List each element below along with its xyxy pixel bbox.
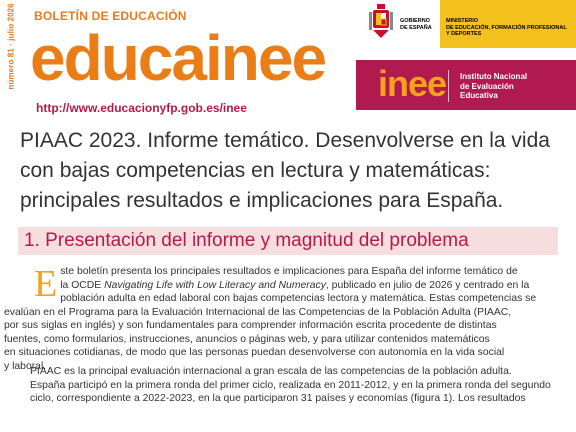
text-line: y laboral. (4, 360, 47, 372)
website-link[interactable]: http://www.educacionyfp.gob.es/inee (36, 101, 247, 115)
coat-of-arms-icon (368, 4, 394, 40)
section-title: 1. Presentación del informe y magnitud del problema (24, 230, 469, 251)
text-line: España participó en la primera ronda del primer ciclo, realizada en 2011-2012, y en la primera ronda del segundo (30, 379, 551, 391)
report-title: Navigating Life with Low Literacy and Numeracy (104, 279, 326, 291)
text-line: PIAAC es la principal evaluación internacional a gran escala de las competencias de la población adulta. (30, 366, 512, 377)
paragraph-2 (30, 365, 551, 406)
text-line: ciclo, correspondiente a 2022-2023, en la que participaron 31 países y economías (figura 1). Los resultados (30, 393, 526, 404)
gov-line: DE ESPAÑA (400, 24, 432, 31)
inee-logo-block (356, 60, 576, 110)
ministry-strip (440, 0, 576, 48)
text-line: en situaciones cotidianas, de modo que las personas puedan desenvolverse con autonomía en la vida social (4, 347, 505, 358)
inee-desc-line: de Evaluación (460, 81, 514, 91)
text-line (34, 279, 552, 293)
ministry-line: MINISTERIO (446, 18, 479, 24)
paragraph-1 (4, 263, 552, 373)
ministry-line: DE EDUCACIÓN, FORMACIÓN PROFESIONAL (446, 24, 567, 31)
inee-desc-line: Educativa (460, 91, 498, 100)
inee-logo: inee (378, 63, 447, 104)
divider (448, 70, 449, 102)
article-headline: PIAAC 2023. Informe temático. Desenvolverse en la vida con bajas competencias en lectura y matemáticas: principales resultados e implicaciones para España. (20, 129, 550, 212)
ministry-name (446, 18, 567, 38)
inee-desc-line: Instituto Nacional (460, 72, 528, 81)
text-line: por sus siglas en inglés) y son fundamentales para comprender información escrita procedente de distintas (4, 320, 497, 331)
section-header (18, 227, 558, 255)
inee-description (460, 72, 527, 101)
text-line: evalúan en el Programa para la Evaluación Internacional de las Competencias de la Población Adulta (PIAAC, (4, 306, 512, 318)
text-line: ste boletín presenta los principales resultados e implicaciones para España del informe temático de (60, 266, 518, 277)
issue-label: número 81 · julio 2026 (6, 3, 16, 90)
ministry-line: Y DEPORTES (446, 31, 482, 37)
text-line: población adulta en edad laboral con bajas competencias lectora y matemática. Estas competencias se (60, 293, 537, 304)
bulletin-kicker: BOLETÍN DE EDUCACIÓN (34, 9, 187, 23)
government-name (400, 18, 432, 31)
text-segment: , publicado en julio de 2026 y centrado en la (325, 279, 530, 291)
government-logo-block (356, 0, 576, 58)
gov-line: GOBIERNO (400, 18, 430, 24)
text-line: fuentes, como formularios, instrucciones, anuncios o páginas web, y para utilizar contenidos matemáticos (4, 333, 490, 345)
text-segment: la OCDE (60, 279, 105, 291)
drop-cap: E (34, 263, 58, 305)
masthead-title: educainee (30, 22, 326, 94)
